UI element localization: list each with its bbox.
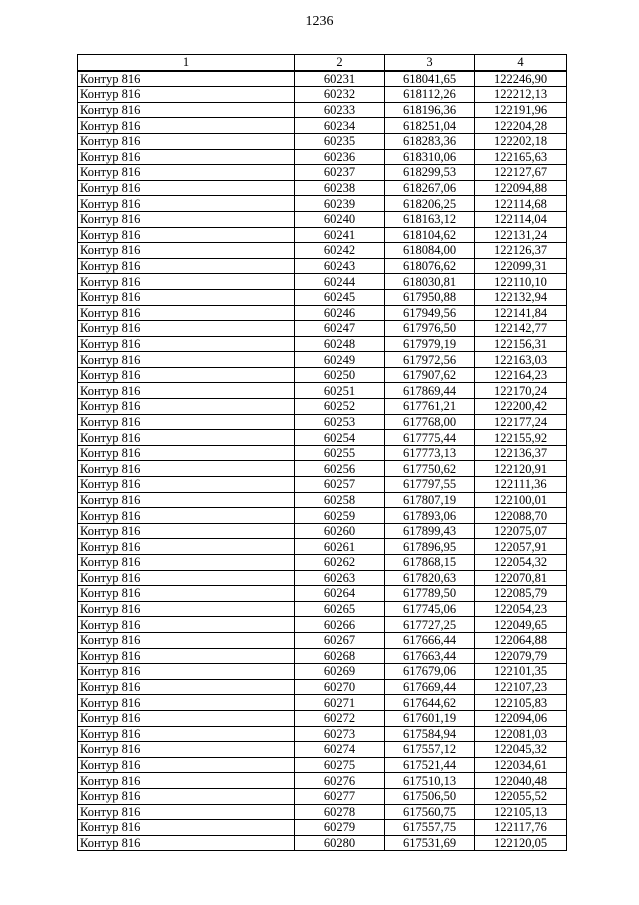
y-coordinate-cell: 122075,07 bbox=[475, 523, 567, 539]
y-coordinate-cell: 122034,61 bbox=[475, 757, 567, 773]
table-row bbox=[78, 445, 567, 461]
contour-name-cell: Контур 816 bbox=[78, 87, 295, 103]
x-coordinate-cell: 618310,06 bbox=[385, 149, 475, 165]
y-coordinate-cell: 122094,06 bbox=[475, 710, 567, 726]
point-number-cell: 60251 bbox=[295, 383, 385, 399]
point-number-cell: 60242 bbox=[295, 243, 385, 259]
table-row bbox=[78, 71, 567, 87]
x-coordinate-cell: 618251,04 bbox=[385, 118, 475, 134]
point-number-cell: 60250 bbox=[295, 367, 385, 383]
point-number-cell: 60269 bbox=[295, 664, 385, 680]
point-number-cell: 60243 bbox=[295, 258, 385, 274]
point-number-cell: 60265 bbox=[295, 601, 385, 617]
contour-name-cell: Контур 816 bbox=[78, 227, 295, 243]
column-header-3: 3 bbox=[385, 55, 475, 71]
table-row bbox=[78, 149, 567, 165]
table-row bbox=[78, 601, 567, 617]
contour-name-cell: Контур 816 bbox=[78, 71, 295, 87]
y-coordinate-cell: 122088,70 bbox=[475, 508, 567, 524]
y-coordinate-cell: 122055,52 bbox=[475, 788, 567, 804]
y-coordinate-cell: 122099,31 bbox=[475, 258, 567, 274]
y-coordinate-cell: 122170,24 bbox=[475, 383, 567, 399]
point-number-cell: 60240 bbox=[295, 211, 385, 227]
table-row bbox=[78, 352, 567, 368]
x-coordinate-cell: 617761,21 bbox=[385, 399, 475, 415]
contour-name-cell: Контур 816 bbox=[78, 211, 295, 227]
x-coordinate-cell: 618030,81 bbox=[385, 274, 475, 290]
table-row bbox=[78, 632, 567, 648]
table-row bbox=[78, 648, 567, 664]
y-coordinate-cell: 122212,13 bbox=[475, 87, 567, 103]
contour-name-cell: Контур 816 bbox=[78, 757, 295, 773]
contour-name-cell: Контур 816 bbox=[78, 305, 295, 321]
x-coordinate-cell: 617557,12 bbox=[385, 742, 475, 758]
contour-name-cell: Контур 816 bbox=[78, 289, 295, 305]
contour-name-cell: Контур 816 bbox=[78, 430, 295, 446]
y-coordinate-cell: 122120,05 bbox=[475, 835, 567, 851]
table-row bbox=[78, 835, 567, 851]
x-coordinate-cell: 617601,19 bbox=[385, 710, 475, 726]
contour-name-cell: Контур 816 bbox=[78, 336, 295, 352]
y-coordinate-cell: 122105,13 bbox=[475, 804, 567, 820]
point-number-cell: 60280 bbox=[295, 835, 385, 851]
contour-name-cell: Контур 816 bbox=[78, 617, 295, 633]
contour-name-cell: Контур 816 bbox=[78, 383, 295, 399]
point-number-cell: 60261 bbox=[295, 539, 385, 555]
table-row bbox=[78, 180, 567, 196]
contour-name-cell: Контур 816 bbox=[78, 118, 295, 134]
point-number-cell: 60238 bbox=[295, 180, 385, 196]
x-coordinate-cell: 617807,19 bbox=[385, 492, 475, 508]
point-number-cell: 60248 bbox=[295, 336, 385, 352]
point-number-cell: 60259 bbox=[295, 508, 385, 524]
x-coordinate-cell: 618076,62 bbox=[385, 258, 475, 274]
y-coordinate-cell: 122165,63 bbox=[475, 149, 567, 165]
y-coordinate-cell: 122142,77 bbox=[475, 321, 567, 337]
contour-name-cell: Контур 816 bbox=[78, 461, 295, 477]
table-row bbox=[78, 804, 567, 820]
point-number-cell: 60252 bbox=[295, 399, 385, 415]
point-number-cell: 60254 bbox=[295, 430, 385, 446]
y-coordinate-cell: 122132,94 bbox=[475, 289, 567, 305]
x-coordinate-cell: 618112,26 bbox=[385, 87, 475, 103]
point-number-cell: 60260 bbox=[295, 523, 385, 539]
point-number-cell: 60237 bbox=[295, 165, 385, 181]
contour-name-cell: Контур 816 bbox=[78, 632, 295, 648]
point-number-cell: 60257 bbox=[295, 477, 385, 493]
x-coordinate-cell: 618104,62 bbox=[385, 227, 475, 243]
table-row bbox=[78, 508, 567, 524]
contour-name-cell: Контур 816 bbox=[78, 601, 295, 617]
header-row bbox=[78, 55, 567, 71]
table-row bbox=[78, 539, 567, 555]
contour-name-cell: Контур 816 bbox=[78, 102, 295, 118]
x-coordinate-cell: 617893,06 bbox=[385, 508, 475, 524]
table-row bbox=[78, 87, 567, 103]
point-number-cell: 60278 bbox=[295, 804, 385, 820]
point-number-cell: 60246 bbox=[295, 305, 385, 321]
x-coordinate-cell: 617560,75 bbox=[385, 804, 475, 820]
contour-name-cell: Контур 816 bbox=[78, 539, 295, 555]
x-coordinate-cell: 617899,43 bbox=[385, 523, 475, 539]
table-row bbox=[78, 274, 567, 290]
x-coordinate-cell: 617869,44 bbox=[385, 383, 475, 399]
point-number-cell: 60264 bbox=[295, 586, 385, 602]
contour-name-cell: Контур 816 bbox=[78, 523, 295, 539]
x-coordinate-cell: 617510,13 bbox=[385, 773, 475, 789]
y-coordinate-cell: 122101,35 bbox=[475, 664, 567, 680]
table-row bbox=[78, 523, 567, 539]
point-number-cell: 60245 bbox=[295, 289, 385, 305]
table-row bbox=[78, 165, 567, 181]
contour-name-cell: Контур 816 bbox=[78, 726, 295, 742]
y-coordinate-cell: 122204,28 bbox=[475, 118, 567, 134]
point-number-cell: 60233 bbox=[295, 102, 385, 118]
point-number-cell: 60276 bbox=[295, 773, 385, 789]
contour-name-cell: Контур 816 bbox=[78, 399, 295, 415]
table-row bbox=[78, 461, 567, 477]
contour-name-cell: Контур 816 bbox=[78, 570, 295, 586]
y-coordinate-cell: 122126,37 bbox=[475, 243, 567, 259]
x-coordinate-cell: 617727,25 bbox=[385, 617, 475, 633]
y-coordinate-cell: 122081,03 bbox=[475, 726, 567, 742]
x-coordinate-cell: 618163,12 bbox=[385, 211, 475, 227]
table-row bbox=[78, 227, 567, 243]
x-coordinate-cell: 617679,06 bbox=[385, 664, 475, 680]
point-number-cell: 60279 bbox=[295, 820, 385, 836]
table-row bbox=[78, 243, 567, 259]
point-number-cell: 60232 bbox=[295, 87, 385, 103]
table-row bbox=[78, 820, 567, 836]
point-number-cell: 60273 bbox=[295, 726, 385, 742]
contour-name-cell: Контур 816 bbox=[78, 321, 295, 337]
coordinates-table bbox=[77, 54, 567, 851]
y-coordinate-cell: 122045,32 bbox=[475, 742, 567, 758]
table-row bbox=[78, 477, 567, 493]
contour-name-cell: Контур 816 bbox=[78, 492, 295, 508]
point-number-cell: 60258 bbox=[295, 492, 385, 508]
table-row bbox=[78, 773, 567, 789]
table-row bbox=[78, 788, 567, 804]
y-coordinate-cell: 122164,23 bbox=[475, 367, 567, 383]
point-number-cell: 60275 bbox=[295, 757, 385, 773]
x-coordinate-cell: 617506,50 bbox=[385, 788, 475, 804]
x-coordinate-cell: 617663,44 bbox=[385, 648, 475, 664]
contour-name-cell: Контур 816 bbox=[78, 835, 295, 851]
contour-name-cell: Контур 816 bbox=[78, 773, 295, 789]
x-coordinate-cell: 617750,62 bbox=[385, 461, 475, 477]
column-header-2: 2 bbox=[295, 55, 385, 71]
y-coordinate-cell: 122100,01 bbox=[475, 492, 567, 508]
x-coordinate-cell: 617976,50 bbox=[385, 321, 475, 337]
y-coordinate-cell: 122114,68 bbox=[475, 196, 567, 212]
x-coordinate-cell: 618299,53 bbox=[385, 165, 475, 181]
table-row bbox=[78, 118, 567, 134]
y-coordinate-cell: 122107,23 bbox=[475, 679, 567, 695]
x-coordinate-cell: 618283,36 bbox=[385, 133, 475, 149]
contour-name-cell: Контур 816 bbox=[78, 477, 295, 493]
table-row bbox=[78, 399, 567, 415]
x-coordinate-cell: 617896,95 bbox=[385, 539, 475, 555]
table-body bbox=[78, 71, 567, 851]
y-coordinate-cell: 122136,37 bbox=[475, 445, 567, 461]
y-coordinate-cell: 122079,79 bbox=[475, 648, 567, 664]
y-coordinate-cell: 122085,79 bbox=[475, 586, 567, 602]
contour-name-cell: Контур 816 bbox=[78, 243, 295, 259]
y-coordinate-cell: 122155,92 bbox=[475, 430, 567, 446]
y-coordinate-cell: 122200,42 bbox=[475, 399, 567, 415]
point-number-cell: 60249 bbox=[295, 352, 385, 368]
y-coordinate-cell: 122105,83 bbox=[475, 695, 567, 711]
x-coordinate-cell: 617972,56 bbox=[385, 352, 475, 368]
contour-name-cell: Контур 816 bbox=[78, 804, 295, 820]
table-row bbox=[78, 321, 567, 337]
point-number-cell: 60239 bbox=[295, 196, 385, 212]
point-number-cell: 60274 bbox=[295, 742, 385, 758]
y-coordinate-cell: 122191,96 bbox=[475, 102, 567, 118]
point-number-cell: 60247 bbox=[295, 321, 385, 337]
table-row bbox=[78, 258, 567, 274]
point-number-cell: 60272 bbox=[295, 710, 385, 726]
contour-name-cell: Контур 816 bbox=[78, 149, 295, 165]
y-coordinate-cell: 122131,24 bbox=[475, 227, 567, 243]
table-row bbox=[78, 679, 567, 695]
y-coordinate-cell: 122057,91 bbox=[475, 539, 567, 555]
x-coordinate-cell: 618267,06 bbox=[385, 180, 475, 196]
y-coordinate-cell: 122054,32 bbox=[475, 555, 567, 571]
table-row bbox=[78, 430, 567, 446]
table-row bbox=[78, 383, 567, 399]
y-coordinate-cell: 122117,76 bbox=[475, 820, 567, 836]
y-coordinate-cell: 122202,18 bbox=[475, 133, 567, 149]
table-row bbox=[78, 586, 567, 602]
x-coordinate-cell: 617979,19 bbox=[385, 336, 475, 352]
x-coordinate-cell: 617868,15 bbox=[385, 555, 475, 571]
y-coordinate-cell: 122163,03 bbox=[475, 352, 567, 368]
table-row bbox=[78, 664, 567, 680]
x-coordinate-cell: 617531,69 bbox=[385, 835, 475, 851]
contour-name-cell: Контур 816 bbox=[78, 710, 295, 726]
x-coordinate-cell: 618206,25 bbox=[385, 196, 475, 212]
point-number-cell: 60263 bbox=[295, 570, 385, 586]
contour-name-cell: Контур 816 bbox=[78, 788, 295, 804]
contour-name-cell: Контур 816 bbox=[78, 586, 295, 602]
table-row bbox=[78, 196, 567, 212]
column-header-4: 4 bbox=[475, 55, 567, 71]
table-row bbox=[78, 555, 567, 571]
y-coordinate-cell: 122120,91 bbox=[475, 461, 567, 477]
table-row bbox=[78, 710, 567, 726]
contour-name-cell: Контур 816 bbox=[78, 508, 295, 524]
x-coordinate-cell: 617773,13 bbox=[385, 445, 475, 461]
page-number: 1236 bbox=[305, 14, 334, 29]
point-number-cell: 60277 bbox=[295, 788, 385, 804]
contour-name-cell: Контур 816 bbox=[78, 196, 295, 212]
x-coordinate-cell: 617521,44 bbox=[385, 757, 475, 773]
table-row bbox=[78, 102, 567, 118]
y-coordinate-cell: 122127,67 bbox=[475, 165, 567, 181]
point-number-cell: 60235 bbox=[295, 133, 385, 149]
table-row bbox=[78, 289, 567, 305]
contour-name-cell: Контур 816 bbox=[78, 352, 295, 368]
contour-name-cell: Контур 816 bbox=[78, 679, 295, 695]
table-row bbox=[78, 570, 567, 586]
table-row bbox=[78, 211, 567, 227]
contour-name-cell: Контур 816 bbox=[78, 133, 295, 149]
table-row bbox=[78, 336, 567, 352]
y-coordinate-cell: 122141,84 bbox=[475, 305, 567, 321]
point-number-cell: 60244 bbox=[295, 274, 385, 290]
x-coordinate-cell: 617669,44 bbox=[385, 679, 475, 695]
y-coordinate-cell: 122094,88 bbox=[475, 180, 567, 196]
table-row bbox=[78, 726, 567, 742]
table-row bbox=[78, 414, 567, 430]
point-number-cell: 60241 bbox=[295, 227, 385, 243]
point-number-cell: 60236 bbox=[295, 149, 385, 165]
y-coordinate-cell: 122156,31 bbox=[475, 336, 567, 352]
x-coordinate-cell: 617557,75 bbox=[385, 820, 475, 836]
x-coordinate-cell: 617666,44 bbox=[385, 632, 475, 648]
contour-name-cell: Контур 816 bbox=[78, 820, 295, 836]
y-coordinate-cell: 122110,10 bbox=[475, 274, 567, 290]
y-coordinate-cell: 122114,04 bbox=[475, 211, 567, 227]
x-coordinate-cell: 617745,06 bbox=[385, 601, 475, 617]
point-number-cell: 60271 bbox=[295, 695, 385, 711]
y-coordinate-cell: 122040,48 bbox=[475, 773, 567, 789]
contour-name-cell: Контур 816 bbox=[78, 258, 295, 274]
contour-name-cell: Контур 816 bbox=[78, 445, 295, 461]
point-number-cell: 60255 bbox=[295, 445, 385, 461]
x-coordinate-cell: 617950,88 bbox=[385, 289, 475, 305]
table-row bbox=[78, 305, 567, 321]
x-coordinate-cell: 617907,62 bbox=[385, 367, 475, 383]
point-number-cell: 60268 bbox=[295, 648, 385, 664]
contour-name-cell: Контур 816 bbox=[78, 367, 295, 383]
y-coordinate-cell: 122177,24 bbox=[475, 414, 567, 430]
y-coordinate-cell: 122054,23 bbox=[475, 601, 567, 617]
y-coordinate-cell: 122049,65 bbox=[475, 617, 567, 633]
contour-name-cell: Контур 816 bbox=[78, 180, 295, 196]
x-coordinate-cell: 617768,00 bbox=[385, 414, 475, 430]
contour-name-cell: Контур 816 bbox=[78, 555, 295, 571]
table-row bbox=[78, 617, 567, 633]
y-coordinate-cell: 122070,81 bbox=[475, 570, 567, 586]
x-coordinate-cell: 617789,50 bbox=[385, 586, 475, 602]
contour-name-cell: Контур 816 bbox=[78, 648, 295, 664]
point-number-cell: 60262 bbox=[295, 555, 385, 571]
contour-name-cell: Контур 816 bbox=[78, 664, 295, 680]
y-coordinate-cell: 122246,90 bbox=[475, 71, 567, 87]
point-number-cell: 60267 bbox=[295, 632, 385, 648]
point-number-cell: 60266 bbox=[295, 617, 385, 633]
table-row bbox=[78, 695, 567, 711]
contour-name-cell: Контур 816 bbox=[78, 695, 295, 711]
x-coordinate-cell: 617949,56 bbox=[385, 305, 475, 321]
point-number-cell: 60231 bbox=[295, 71, 385, 87]
table-header bbox=[78, 55, 567, 71]
x-coordinate-cell: 617644,62 bbox=[385, 695, 475, 711]
x-coordinate-cell: 618084,00 bbox=[385, 243, 475, 259]
table-row bbox=[78, 133, 567, 149]
point-number-cell: 60270 bbox=[295, 679, 385, 695]
x-coordinate-cell: 618041,65 bbox=[385, 71, 475, 87]
x-coordinate-cell: 617797,55 bbox=[385, 477, 475, 493]
contour-name-cell: Контур 816 bbox=[78, 414, 295, 430]
table-row bbox=[78, 367, 567, 383]
x-coordinate-cell: 618196,36 bbox=[385, 102, 475, 118]
table-row bbox=[78, 757, 567, 773]
x-coordinate-cell: 617584,94 bbox=[385, 726, 475, 742]
column-header-1: 1 bbox=[78, 55, 295, 71]
point-number-cell: 60253 bbox=[295, 414, 385, 430]
x-coordinate-cell: 617820,63 bbox=[385, 570, 475, 586]
contour-name-cell: Контур 816 bbox=[78, 165, 295, 181]
table-row bbox=[78, 742, 567, 758]
point-number-cell: 60256 bbox=[295, 461, 385, 477]
contour-name-cell: Контур 816 bbox=[78, 274, 295, 290]
point-number-cell: 60234 bbox=[295, 118, 385, 134]
table-row bbox=[78, 492, 567, 508]
x-coordinate-cell: 617775,44 bbox=[385, 430, 475, 446]
y-coordinate-cell: 122111,36 bbox=[475, 477, 567, 493]
y-coordinate-cell: 122064,88 bbox=[475, 632, 567, 648]
contour-name-cell: Контур 816 bbox=[78, 742, 295, 758]
